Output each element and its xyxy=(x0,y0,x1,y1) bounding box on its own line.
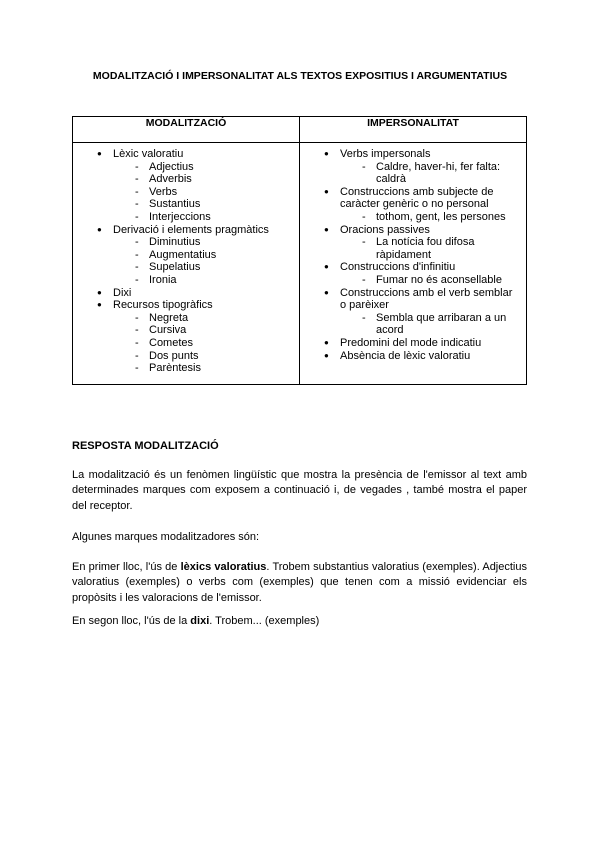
paragraph-first-b: . Trobem substantius valoratius (exemples). Adjectius valoratius (exemples) o verbs com (exemples) que tenen com a missió evidenciar els propòsits i les valoracions de l'emissor. xyxy=(72,561,527,604)
modalitzacio-list xyxy=(81,148,291,375)
bullet-icon: ● xyxy=(324,224,329,234)
dash-icon: - xyxy=(135,160,139,173)
paragraph-markers: Algunes marques modalitzadores són: xyxy=(72,531,260,543)
dash-icon: - xyxy=(135,362,139,375)
left-subitem-label: Adjectius xyxy=(149,160,194,173)
right-item-label: Predomini del mode indicatiu xyxy=(340,336,482,349)
header-impersonalitat: IMPERSONALITAT xyxy=(300,117,527,143)
left-sublist xyxy=(113,312,291,375)
left-item xyxy=(81,148,291,224)
header-modalitzacio: MODALITZACIÓ xyxy=(73,117,300,143)
dash-icon: - xyxy=(135,248,139,261)
right-sublist xyxy=(340,274,518,287)
dash-icon: - xyxy=(135,336,139,349)
right-sublist xyxy=(340,236,518,261)
right-sublist xyxy=(340,161,518,186)
left-subitem xyxy=(113,312,291,325)
bullet-icon: ● xyxy=(324,186,329,196)
right-item-label: Construccions amb subjecte de caràcter genèric o no personal xyxy=(340,185,494,211)
dash-icon: - xyxy=(135,185,139,198)
left-subitem-label: Ironia xyxy=(149,273,177,286)
left-subitem xyxy=(113,249,291,262)
left-subitem xyxy=(113,350,291,363)
right-subitem-label: La notícia fou difosa ràpidament xyxy=(376,236,475,261)
dash-icon: - xyxy=(362,160,366,173)
dash-icon: - xyxy=(135,236,139,249)
left-subitem xyxy=(113,236,291,249)
right-item-label: Verbs impersonals xyxy=(340,148,431,160)
paragraph-first-a: En primer lloc, l'ús de xyxy=(72,561,181,573)
paragraph-second-b: . Trobem... (exemples) xyxy=(209,615,320,627)
left-subitem xyxy=(113,211,291,224)
left-subitem-label: Augmentatius xyxy=(149,248,217,261)
paragraph-second-bold: dixi xyxy=(190,615,210,627)
left-subitem-label: Diminutius xyxy=(149,236,201,249)
right-subitem-label: tothom, gent, les persones xyxy=(376,210,506,223)
dash-icon: - xyxy=(362,236,366,249)
left-subitem xyxy=(113,362,291,375)
right-item xyxy=(308,337,518,350)
left-subitem xyxy=(113,274,291,287)
left-item xyxy=(81,287,291,300)
impersonalitat-cell xyxy=(300,143,527,385)
right-item-label: Oracions passives xyxy=(340,223,430,236)
left-item-label: Recursos tipogràfics xyxy=(113,299,213,312)
left-item-label: Derivació i elements pragmàtics xyxy=(113,223,269,236)
dash-icon: - xyxy=(362,210,366,223)
left-item xyxy=(81,224,291,287)
right-item xyxy=(308,287,518,337)
left-subitem xyxy=(113,173,291,186)
dash-icon: - xyxy=(135,324,139,337)
dash-icon: - xyxy=(362,273,366,286)
right-subitem xyxy=(340,312,518,337)
left-item-label: Lèxic valoratiu xyxy=(113,148,184,160)
right-item-label: Absència de lèxic valoratiu xyxy=(340,349,471,362)
right-item-label: Construccions amb el verb semblar o parèixer xyxy=(340,286,513,312)
left-subitem-label: Cursiva xyxy=(149,324,187,337)
left-subitem xyxy=(113,198,291,211)
bullet-icon: ● xyxy=(324,350,329,360)
dash-icon: - xyxy=(362,311,366,324)
right-item xyxy=(308,224,518,262)
bullet-icon: ● xyxy=(97,300,102,310)
bullet-icon: ● xyxy=(97,224,102,234)
right-subitem-label: Caldre, haver-hi, fer falta: caldrà xyxy=(376,160,501,186)
paragraph-second-a: En segon lloc, l'ús de la xyxy=(72,615,191,627)
right-subitem xyxy=(340,236,518,261)
left-subitem xyxy=(113,161,291,174)
right-subitem-label: Sembla que arribaran a un acord xyxy=(376,311,507,337)
right-subitem-label: Fumar no és aconsellable xyxy=(376,273,502,286)
section-heading: RESPOSTA MODALITZACIÓ xyxy=(72,440,219,452)
right-sublist xyxy=(340,211,518,224)
right-subitem xyxy=(340,211,518,224)
bullet-icon: ● xyxy=(324,149,329,158)
right-item xyxy=(308,261,518,286)
dash-icon: - xyxy=(135,349,139,362)
dash-icon: - xyxy=(135,273,139,286)
right-item xyxy=(308,350,518,363)
left-subitem-label: Sustantius xyxy=(149,198,201,211)
left-subitem-label: Cometes xyxy=(149,336,194,349)
dash-icon: - xyxy=(135,173,139,186)
right-subitem xyxy=(340,161,518,186)
dash-icon: - xyxy=(135,311,139,324)
left-subitem xyxy=(113,324,291,337)
right-item xyxy=(308,186,518,224)
right-subitem xyxy=(340,274,518,287)
bullet-icon: ● xyxy=(324,262,329,272)
left-subitem-label: Parèntesis xyxy=(149,362,201,375)
paragraph-first xyxy=(72,560,527,606)
left-subitem-label: Supelatius xyxy=(149,261,201,274)
bullet-icon: ● xyxy=(324,337,329,347)
left-subitem xyxy=(113,337,291,350)
bullet-icon: ● xyxy=(97,287,102,297)
paragraph-second xyxy=(72,614,527,629)
bullet-icon: ● xyxy=(97,149,102,158)
left-subitem-label: Adverbis xyxy=(149,173,192,186)
dash-icon: - xyxy=(135,261,139,274)
left-subitem-label: Interjeccions xyxy=(149,210,211,223)
dash-icon: - xyxy=(135,198,139,211)
left-sublist xyxy=(113,236,291,286)
document-title: MODALITZACIÓ I IMPERSONALITAT ALS TEXTOS EXPOSITIUS I ARGUMENTATIUS xyxy=(92,70,508,82)
dash-icon: - xyxy=(135,210,139,223)
left-subitem-label: Negreta xyxy=(149,311,189,324)
paragraph-first-bold: lèxics valoratius xyxy=(180,561,267,573)
modalitzacio-cell xyxy=(73,143,300,385)
bullet-icon: ● xyxy=(324,287,329,297)
comparison-table xyxy=(72,116,527,385)
impersonalitat-list xyxy=(308,148,518,362)
right-item-label: Construccions d'infinitiu xyxy=(340,261,456,274)
right-item xyxy=(308,148,518,186)
left-subitem-label: Dos punts xyxy=(149,349,199,362)
left-item xyxy=(81,299,291,375)
left-sublist xyxy=(113,161,291,224)
left-item-label: Dixi xyxy=(113,286,132,299)
right-sublist xyxy=(340,312,518,337)
paragraph-intro: La modalització és un fenòmen lingüístic que mostra la presència de l'emissor al text amb determinades marques com exposem a continuació i, de vegades , també mostra el paper del receptor. xyxy=(72,469,527,512)
left-subitem-label: Verbs xyxy=(149,185,178,198)
left-subitem xyxy=(113,186,291,199)
left-subitem xyxy=(113,261,291,274)
